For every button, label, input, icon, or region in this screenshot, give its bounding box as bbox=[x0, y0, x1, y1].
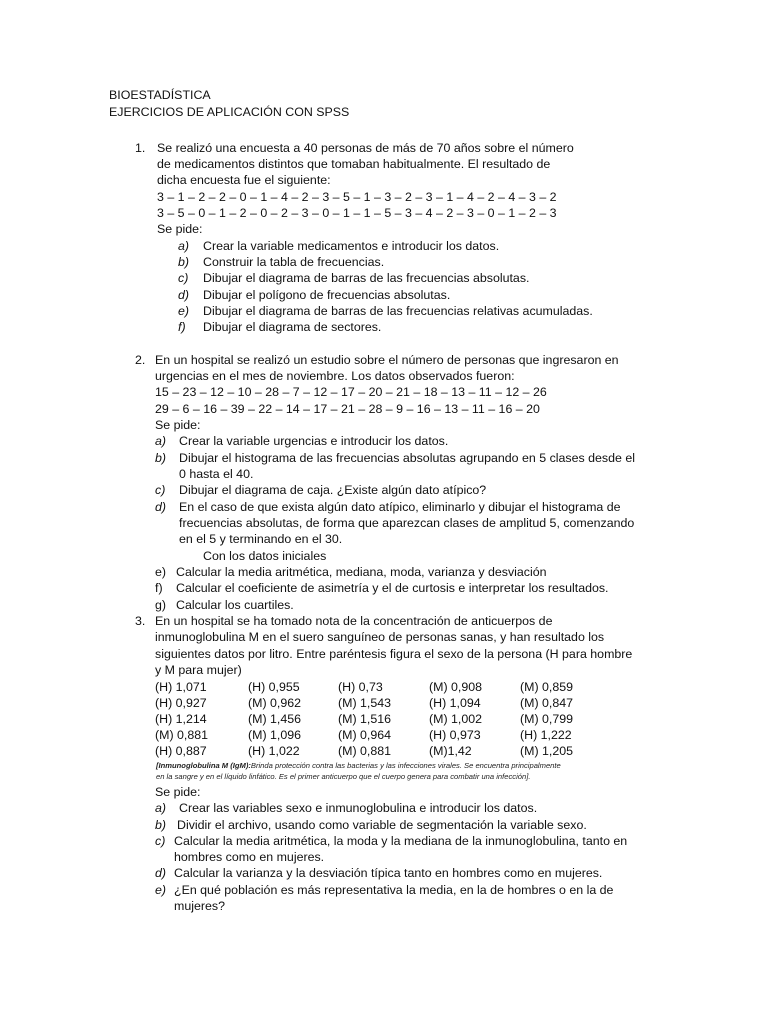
item-text: Calcular la varianza y la desviación típica tanto en hombres como en mujeres. bbox=[174, 866, 603, 880]
item-text: Crear la variable medicamentos e introducir los datos. bbox=[203, 239, 500, 253]
table-cell: (M) 0,964 bbox=[338, 728, 392, 742]
item-text: 0 hasta el 40. bbox=[179, 467, 254, 481]
table-cell: (M) 0,847 bbox=[520, 696, 574, 710]
table-cell: (M) 0,908 bbox=[429, 680, 483, 694]
table-cell: (M) 0,881 bbox=[338, 744, 392, 758]
item-text: ¿En qué población es más representativa la media, en la de hombres o en la de bbox=[174, 883, 614, 897]
exercise-2-text: En un hospital se realizó un estudio sobre el número de personas que ingresaron en bbox=[155, 353, 619, 367]
footnote-line-2: en la sangre y en el líquido linfático. Es el primer anticuerpo que el cuerpo genera para combatir una infección]. bbox=[156, 772, 531, 781]
item-text: Calcular la media aritmética, la moda y la mediana de la inmunoglobulina, tanto en bbox=[174, 834, 628, 848]
item-text: Dividir el archivo, usando como variable de segmentación la variable sexo. bbox=[177, 818, 587, 832]
item-text: Construir la tabla de frecuencias. bbox=[203, 255, 385, 269]
item-letter: d) bbox=[178, 288, 190, 302]
item-letter: e) bbox=[178, 304, 190, 318]
initial-data-heading: Con los datos iniciales bbox=[203, 549, 327, 563]
table-cell: (H) 0,955 bbox=[248, 680, 300, 694]
document-subtitle: EJERCICIOS DE APLICACIÓN CON SPSS bbox=[109, 105, 350, 119]
table-cell: (H) 1,214 bbox=[155, 712, 207, 726]
item-letter: a) bbox=[155, 801, 167, 815]
item-letter: a) bbox=[178, 239, 190, 253]
exercise-1-se-pide: Se pide: bbox=[157, 222, 203, 236]
table-cell: (M) 0,859 bbox=[520, 680, 574, 694]
table-cell: (H) 1,222 bbox=[520, 728, 572, 742]
item-text: Dibujar el diagrama de sectores. bbox=[203, 320, 382, 334]
item-letter: d) bbox=[155, 866, 167, 880]
item-letter: c) bbox=[178, 271, 189, 285]
exercise-1-text: dicha encuesta fue el siguiente: bbox=[157, 173, 331, 187]
item-text: Dibujar el histograma de las frecuencias absolutas agrupando en 5 clases desde el bbox=[179, 451, 635, 465]
item-letter: d) bbox=[155, 500, 167, 514]
item-text: hombres como en mujeres. bbox=[174, 850, 325, 864]
item-letter: e) bbox=[155, 883, 167, 897]
item-text: Crear las variables sexo e inmunoglobulina e introducir los datos. bbox=[179, 801, 538, 815]
exercise-1-text: Se realizó una encuesta a 40 personas de más de 70 años sobre el número bbox=[157, 141, 574, 155]
item-letter: e) bbox=[155, 565, 167, 579]
exercise-1-data: 3 – 1 – 2 – 2 – 0 – 1 – 4 – 2 – 3 – 5 – 1 – 3 – 2 – 3 – 1 – 4 – 2 – 4 – 3 – 2 bbox=[157, 190, 557, 204]
item-text: mujeres? bbox=[174, 899, 225, 913]
item-letter: c) bbox=[155, 834, 166, 848]
exercise-1-data: 3 – 5 – 0 – 1 – 2 – 0 – 2 – 3 – 0 – 1 – 1 – 5 – 3 – 4 – 2 – 3 – 0 – 1 – 2 – 3 bbox=[157, 206, 557, 220]
exercise-3-text: siguientes datos por litro. Entre paréntesis figura el sexo de la persona (H para hombre bbox=[155, 647, 633, 661]
footnote-term: [Inmunoglobulina M (IgM): bbox=[156, 761, 251, 770]
exercise-2-text: urgencias en el mes de noviembre. Los datos observados fueron: bbox=[155, 369, 515, 383]
item-letter: a) bbox=[155, 434, 167, 448]
table-cell: (M) 1,543 bbox=[338, 696, 392, 710]
table-cell: (H) 0,887 bbox=[155, 744, 207, 758]
footnote-text: Brinda protección contra las bacterias y las infecciones virales. Se encuentra principalmente bbox=[250, 761, 561, 770]
footnote bbox=[156, 760, 561, 771]
table-cell: (H) 1,094 bbox=[429, 696, 481, 710]
table-cell: (M) 0,962 bbox=[248, 696, 302, 710]
table-cell: (M) 1,205 bbox=[520, 744, 574, 758]
item-letter: b) bbox=[178, 255, 190, 269]
item-text: En el caso de que exista algún dato atípico, eliminarlo y dibujar el histograma de bbox=[179, 500, 621, 514]
table-cell: (H) 0,73 bbox=[338, 680, 383, 694]
exercise-3-text: En un hospital se ha tomado nota de la concentración de anticuerpos de bbox=[155, 614, 553, 628]
item-text: Dibujar el diagrama de barras de las frecuencias relativas acumuladas. bbox=[203, 304, 593, 318]
item-text: frecuencias absolutas, de forma que aparezcan clases de amplitud 5, comenzando bbox=[179, 516, 635, 530]
exercise-2-number: 2. bbox=[135, 353, 146, 367]
item-letter: f) bbox=[155, 581, 163, 595]
exercise-1-text: de medicamentos distintos que tomaban habitualmente. El resultado de bbox=[157, 157, 551, 171]
item-text: Crear la variable urgencias e introducir los datos. bbox=[179, 434, 449, 448]
table-cell: (M) 1,456 bbox=[248, 712, 302, 726]
item-text: Dibujar el polígono de frecuencias absolutas. bbox=[203, 288, 451, 302]
exercise-3-se-pide: Se pide: bbox=[155, 785, 201, 799]
document-title: BIOESTADÍSTICA bbox=[109, 88, 211, 102]
item-letter: b) bbox=[155, 818, 167, 832]
exercise-3-number: 3. bbox=[135, 614, 146, 628]
exercise-2-se-pide: Se pide: bbox=[155, 418, 201, 432]
item-letter: f) bbox=[178, 320, 186, 334]
item-text: Dibujar el diagrama de caja. ¿Existe algún dato atípico? bbox=[179, 483, 487, 497]
table-cell: (M) 1,516 bbox=[338, 712, 392, 726]
table-cell: (M) 1,096 bbox=[248, 728, 302, 742]
table-cell: (M) 0,799 bbox=[520, 712, 574, 726]
item-text: Calcular la media aritmética, mediana, moda, varianza y desviación bbox=[176, 565, 547, 579]
exercise-1-number: 1. bbox=[135, 141, 146, 155]
item-letter: b) bbox=[155, 451, 167, 465]
table-cell: (H) 1,071 bbox=[155, 680, 207, 694]
item-text: Calcular el coeficiente de asimetría y el de curtosis e interpretar los resultados. bbox=[176, 581, 609, 595]
exercise-2-data: 29 – 6 – 16 – 39 – 22 – 14 – 17 – 21 – 28 – 9 – 16 – 13 – 11 – 16 – 20 bbox=[155, 402, 540, 416]
table-cell: (M) 0,881 bbox=[155, 728, 209, 742]
item-letter: g) bbox=[155, 598, 167, 612]
item-letter: c) bbox=[155, 483, 166, 497]
table-cell: (H) 0,973 bbox=[429, 728, 481, 742]
exercise-3-text: y M para mujer) bbox=[155, 663, 242, 677]
table-cell: (H) 1,022 bbox=[248, 744, 300, 758]
exercise-2-data: 15 – 23 – 12 – 10 – 28 – 7 – 12 – 17 – 20 – 21 – 18 – 13 – 11 – 12 – 26 bbox=[155, 385, 547, 399]
item-text: en el 5 y terminando en el 30. bbox=[179, 532, 343, 546]
table-cell: (M)1,42 bbox=[429, 744, 472, 758]
item-text: Calcular los cuartiles. bbox=[176, 598, 294, 612]
table-cell: (M) 1,002 bbox=[429, 712, 483, 726]
table-cell: (H) 0,927 bbox=[155, 696, 207, 710]
item-text: Dibujar el diagrama de barras de las frecuencias absolutas. bbox=[203, 271, 530, 285]
exercise-3-text: inmunoglobulina M en el suero sanguíneo de personas sanas, y han resultado los bbox=[155, 630, 605, 644]
